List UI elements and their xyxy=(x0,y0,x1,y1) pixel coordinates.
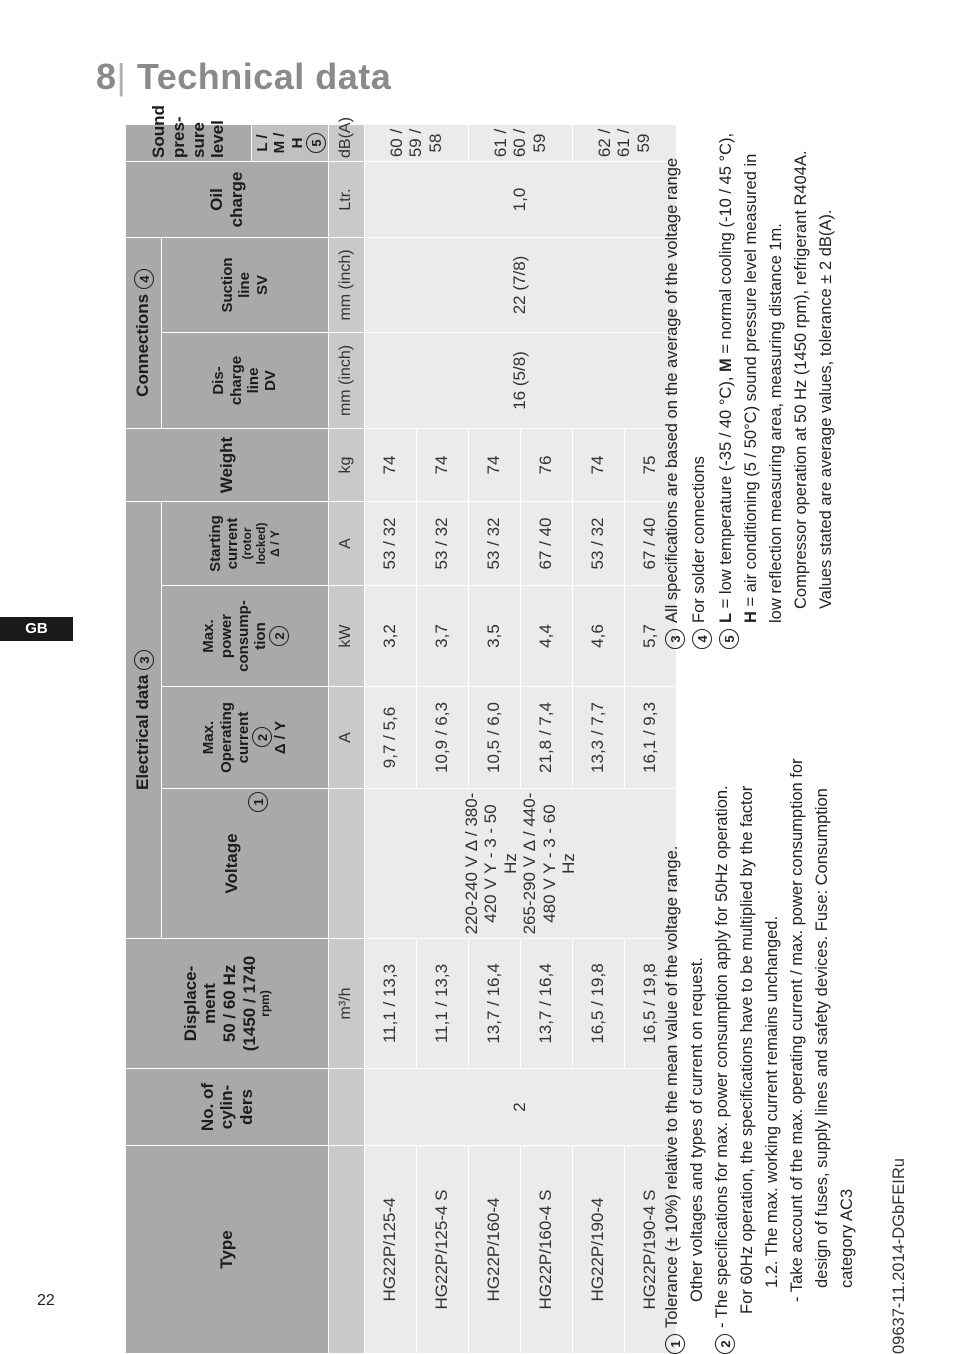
footnote-1 xyxy=(660,664,710,1354)
unit-voltage xyxy=(328,789,364,939)
row-starting: 67 / 40 xyxy=(520,501,572,585)
language-tab: GB xyxy=(0,617,73,641)
footnotes-left xyxy=(660,664,860,1354)
footnote-5-line2: H = air conditioning (5 / 50°C) sound pressure level measured in xyxy=(742,153,760,623)
row-starting: 53 / 32 xyxy=(416,501,468,585)
footnote-2-b3: category AC3 xyxy=(838,1188,856,1288)
footnote-4-marker: 4 xyxy=(692,629,712,649)
title-text: Technical data xyxy=(136,56,392,97)
footnote-5-line1: L = low temperature (-35 / 40 °C), M = normal cooling (-10 / 45 °C), xyxy=(717,132,735,623)
footnote-1-line2: Other voltages and types of current on request. xyxy=(688,957,706,1302)
row-displacement: 13,7 / 16,4 xyxy=(468,939,520,1069)
row-type: HG22P/125-4 xyxy=(364,1146,416,1354)
row-power: 4,6 xyxy=(572,586,624,687)
header-electrical-data: Electrical data 3 xyxy=(126,501,162,938)
footnote-ref-2a: 2 xyxy=(252,728,272,748)
header-cylinders: No. of cylin-ders xyxy=(126,1069,329,1146)
row-weight: 74 xyxy=(468,428,520,501)
header-suction-line: Suction line SV xyxy=(162,237,329,332)
footnote-2-marker: 2 xyxy=(715,1334,735,1354)
section-number: 8 xyxy=(96,56,117,97)
footnote-5-line5: Values stated are average values, tolerance ± 2 dB(A). xyxy=(817,209,835,609)
unit-discharge: mm (inch) xyxy=(328,332,364,428)
row-current: 9,7 / 5,6 xyxy=(364,687,416,789)
row-type: HG22P/190-4 S xyxy=(624,1146,676,1354)
row-power: 5,7 xyxy=(624,586,676,687)
row-power: 3,7 xyxy=(416,586,468,687)
row-type: HG22P/125-4 S xyxy=(416,1146,468,1354)
header-connections: Connections 4 xyxy=(126,237,162,428)
header-voltage: Voltage 1 xyxy=(162,789,329,939)
header-starting-current: Starting current (rotor locked) Δ / Y xyxy=(162,501,329,585)
footnote-3-text: All specifications are based on the average of the voltage range xyxy=(663,157,681,623)
technical-data-table xyxy=(125,105,677,1354)
row-current: 10,5 / 6,0 xyxy=(468,687,520,789)
footnote-ref-1: 1 xyxy=(248,792,268,812)
row-displacement: 13,7 / 16,4 xyxy=(520,939,572,1069)
header-oil-charge: Oil charge xyxy=(126,161,329,237)
unit-type xyxy=(328,1146,364,1354)
row-power: 3,2 xyxy=(364,586,416,687)
row-weight: 74 xyxy=(364,428,416,501)
row-power: 4,4 xyxy=(520,586,572,687)
row-current: 10,9 / 6,3 xyxy=(416,687,468,789)
cylinders-shared: 2 xyxy=(364,1069,676,1146)
header-power-consumption: Max. power consump- tion 2 xyxy=(162,586,329,687)
discharge-shared: 16 (5/8) xyxy=(364,332,676,428)
row-weight: 74 xyxy=(416,428,468,501)
footnote-3-marker: 3 xyxy=(665,629,685,649)
unit-current: A xyxy=(328,687,364,789)
row-starting: 53 / 32 xyxy=(468,501,520,585)
page-number: 22 xyxy=(37,1292,55,1309)
row-displacement: 11,1 / 13,3 xyxy=(416,939,468,1069)
footnote-ref-3: 3 xyxy=(134,650,154,670)
header-type: Type xyxy=(126,1146,329,1354)
footnote-2-b1: - Take account of the max. operating current / max. power consumption for xyxy=(788,758,806,1302)
footnote-4 xyxy=(687,124,714,649)
oil-shared: 1,0 xyxy=(364,161,676,237)
row-type: HG22P/160-4 S xyxy=(520,1146,572,1354)
title-separator: | xyxy=(116,56,137,97)
row-power: 3,5 xyxy=(468,586,520,687)
row-weight: 75 xyxy=(624,428,676,501)
row-weight: 74 xyxy=(572,428,624,501)
footnotes-right xyxy=(660,124,839,649)
footnote-5-marker: 5 xyxy=(719,629,739,649)
unit-sound: dB(A) xyxy=(328,124,364,161)
row-type: HG22P/190-4 xyxy=(572,1146,624,1354)
row-displacement: 11,1 / 13,3 xyxy=(364,939,416,1069)
row-current: 13,3 / 7,7 xyxy=(572,687,624,789)
row-current: 16,1 / 9,3 xyxy=(624,687,676,789)
sound-125: 60 / 59 / 58 xyxy=(364,124,468,161)
footnote-ref-4: 4 xyxy=(134,269,154,289)
footnote-5-line4: Compressor operation at 50 Hz (1450 rpm), refrigerant R404A. xyxy=(792,150,810,609)
footnote-3 xyxy=(660,124,687,649)
row-displacement: 16,5 / 19,8 xyxy=(572,939,624,1069)
footnote-2 xyxy=(710,664,860,1354)
unit-starting: A xyxy=(328,501,364,585)
row-current: 21,8 / 7,4 xyxy=(520,687,572,789)
header-sound-sub: L / M / H 5 xyxy=(252,124,329,161)
rotated-content xyxy=(125,105,945,1354)
document-id: 09637-11.2014-DGbFEIRu xyxy=(890,1158,908,1354)
page-title xyxy=(96,56,391,98)
footnote-2-a3: 1.2. The max. working current remains unchanged. xyxy=(763,915,781,1288)
header-sound-pressure: Sound pres- sure level xyxy=(126,124,252,161)
header-discharge-line: Dis- charge line DV xyxy=(162,332,329,428)
row-type: HG22P/160-4 xyxy=(468,1146,520,1354)
row-weight: 76 xyxy=(520,428,572,501)
row-displacement: 16,5 / 19,8 xyxy=(624,939,676,1069)
footnote-2-a1: - The specifications for max. power consumption apply for 50Hz operation. xyxy=(713,785,731,1328)
voltage-shared: 220-240 V Δ / 380-420 V Y - 3 - 50 Hz 265-290 V Δ / 440-480 V Y - 3 - 60 Hz xyxy=(364,789,676,939)
row-starting: 67 / 40 xyxy=(624,501,676,585)
row-starting: 53 / 32 xyxy=(364,501,416,585)
footnote-5 xyxy=(714,124,839,649)
footnote-ref-5: 5 xyxy=(306,133,326,153)
footnote-2-b2: design of fuses, supply lines and safety devices. Fuse: Consumption xyxy=(813,788,831,1288)
sound-190: 62 / 61 / 59 xyxy=(572,124,676,161)
footnote-1-line1: Tolerance (± 10%) relative to the mean value of the voltage range. xyxy=(663,845,681,1328)
footnote-ref-2b: 2 xyxy=(269,626,289,646)
header-weight: Weight xyxy=(126,428,329,501)
footnote-2-a2: For 60Hz operation, the specifications have to be multiplied by the factor xyxy=(738,785,756,1314)
sound-160: 61 / 60 / 59 xyxy=(468,124,572,161)
unit-weight: kg xyxy=(328,428,364,501)
header-operating-current: Max. Operating current 2 Δ / Y xyxy=(162,687,329,789)
header-displacement: Displace- ment 50 / 60 Hz (1450 / 1740 rpm) xyxy=(126,939,329,1069)
unit-oil: Ltr. xyxy=(328,161,364,237)
footnote-5-line3: low reflection measuring area, measuring distance 1m. xyxy=(767,223,785,623)
footnote-4-text: For solder connections xyxy=(690,456,708,623)
row-starting: 53 / 32 xyxy=(572,501,624,585)
suction-shared: 22 (7/8) xyxy=(364,237,676,332)
unit-cylinders xyxy=(328,1069,364,1146)
unit-displacement: m³/h xyxy=(328,939,364,1069)
unit-suction: mm (inch) xyxy=(328,237,364,332)
footnote-1-marker: 1 xyxy=(665,1334,685,1354)
unit-power: kW xyxy=(328,586,364,687)
